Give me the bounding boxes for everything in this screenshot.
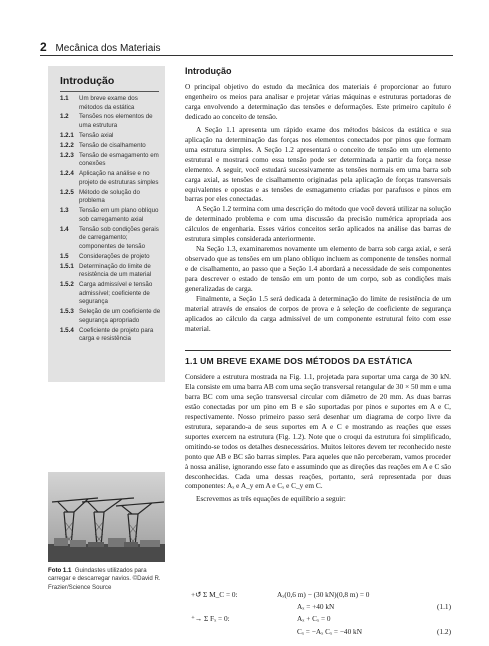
toc-item-number: 1.2.2 (60, 141, 74, 149)
toc-item (60, 113, 161, 130)
header-rule (40, 55, 453, 56)
toc-item-title: Tensão de cisalhamento (79, 141, 146, 149)
toc-item-title: Considerações de projeto (79, 252, 150, 260)
intro-heading: Introdução (185, 66, 232, 76)
page-number: 2 (40, 40, 47, 54)
table-of-contents (48, 95, 165, 344)
toc-item-number: 1.2.4 (60, 170, 74, 178)
toc-item (60, 189, 161, 206)
section-1-1-paragraph-1: Considere a estrutura mostrada na Fig. 1.1, projetada para suportar uma carga de 30 kN. Ela consiste em uma barra AB com uma seção transversal retangular de 30 × 50 mm e uma barra BC com uma seção transversal circular com diâmetro de 20 mm. As duas barras estão conectadas por um pino em B e são suportadas por pinos e suportes em A e C, respectivamente. Nosso primeiro passo será desenhar um diagrama de corpo livre da estrutura, separando-a de seus suportes em A e C e mostrando as reações que esses suportes exercem na estrutura (Fig. 1.2). Note que o croqui da estrutura foi simplificado, omitindo-se todos os detalhes desnecessários. Muitos leitores devem ter reconhecido neste ponto que AB e BC são barras simples. Para aqueles que não perceberam, vamos proceder à nossa análise, ignorando esse fato e assumindo que as direções das reações em A e C são desconhecidas. Cada uma dessas reações, portanto, será representada por duas componentes: Aₓ e A_y em A e Cₓ e C_y em C. (185, 372, 451, 491)
toc-item (60, 226, 161, 252)
toc-item-title: Tensões nos elementos de uma estrutura (79, 113, 153, 130)
toc-item-number: 1.1 (60, 95, 69, 102)
toc-item (60, 142, 161, 151)
toc-item-number: 1.2.5 (60, 188, 74, 196)
page-header (40, 40, 453, 56)
section-1-1-heading: 1.1 UM BREVE EXAME DOS MÉTODOS DA ESTÁTICA (185, 350, 451, 366)
toc-item-number: 1.5.3 (60, 308, 74, 316)
toc-item (60, 253, 161, 262)
toc-item (60, 95, 161, 112)
toc-item (60, 327, 161, 344)
sidebar-divider (60, 91, 159, 92)
running-title: Mecânica dos Materiais (55, 43, 161, 54)
toc-item-title: Aplicação na análise e no projeto de estruturas simples (79, 170, 159, 186)
equation-row (185, 614, 451, 625)
equation-tag: (1.2) (437, 627, 451, 636)
equation-row (185, 627, 451, 638)
toc-item-title: Determinação do limite de resistência de um material (79, 262, 152, 279)
toc-item-number: 1.2 (60, 113, 69, 121)
toc-item-number: 1.5.1 (60, 262, 74, 270)
toc-item-title: Carga admissível e tensão admissível; coeficiente de segurança (79, 281, 153, 306)
toc-item-number: 1.3 (60, 207, 69, 215)
equation-right: Aₓ = +40 kN (297, 602, 335, 611)
toc-item (60, 170, 161, 187)
toc-item-title: Coeficiente de projeto para carga e resistência (79, 326, 154, 343)
toc-item-title: Tensão axial (79, 131, 114, 139)
toc-item-title: Tensão em um plano oblíquo sob carregamento axial (79, 207, 159, 223)
chapter-contents-sidebar (48, 66, 165, 382)
intro-paragraph-1: O principal objetivo do estudo da mecânica dos materiais é proporcionar ao futuro engenheiro os meios para analisar e projetar várias máquinas e estruturas portadoras de carga envolvendo a determinação das tensões e deformações. Este primeiro capítulo é dedicado ao conceito de tensão. (185, 82, 451, 121)
toc-item-title: Seleção de um coeficiente de segurança apropriado (79, 308, 161, 324)
toc-item-number: 1.5 (60, 252, 69, 260)
toc-item-number: 1.5.2 (60, 281, 74, 289)
caption-text: Guindastes utilizados para carregar e descarregar navios. ©David R. Frazier/Science Source (48, 567, 161, 591)
equation-tag: (1.1) (437, 602, 451, 611)
toc-item-number: 1.5.4 (60, 326, 74, 334)
toc-item-title: Tensão sob condições gerais de carregamento; componentes de tensão (79, 225, 159, 250)
caption-label: Foto 1.1 (48, 567, 72, 574)
intro-paragraph-5: Finalmente, a Seção 1.5 será dedicada à determinação do limite de resistência de um material através de ensaios de corpos de prova e à seleção de coeficiente de segurança aplicados ao cálculo da carga admissível de um componente estrutural feito com esse material. (185, 294, 451, 333)
equation-row (185, 602, 451, 613)
equation-right: Cₓ = −Aₓ Cₓ = −40 kN (297, 627, 362, 636)
toc-item-number: 1.4 (60, 225, 69, 233)
equation-left: ⁺→ Σ Fₓ = 0: (191, 614, 230, 623)
crane-photo (48, 472, 165, 562)
equation-right: Aₓ + Cₓ = 0 (297, 614, 331, 623)
toc-item-number: 1.2.3 (60, 151, 74, 159)
section-1-1-paragraph-2: Escrevemos as três equações de equilíbrio a seguir: (196, 494, 346, 504)
photo-caption (48, 567, 165, 592)
toc-item-title: Tensão de esmagamento em conexões (79, 151, 159, 168)
toc-item (60, 152, 161, 169)
equation-row (185, 590, 451, 601)
toc-item (60, 281, 161, 307)
equation-left: +↺ Σ M_C = 0: (191, 590, 238, 599)
toc-item (60, 308, 161, 325)
toc-item-title: Método de solução do problema (79, 188, 140, 205)
section-1-1 (185, 350, 451, 504)
toc-item-title: Um breve exame dos métodos da estática (79, 95, 138, 111)
toc-item (60, 263, 161, 280)
intro-section (185, 66, 451, 334)
intro-paragraph-2: A Seção 1.1 apresenta um rápido exame dos métodos básicos da estática e sua aplicação na determinação das forças nos elementos conectados por pinos que formam uma estrutura simples. A Seção 1.2 apresentará o conceito de tensão em um elemento estrutural e mostrará como essa tensão pode ser determinada a partir da força nesse elemento. A seguir, você estudará sucessivamente as tensões normais em uma barra sob carga axial, as tensões de cisalhamento originadas pela aplicação de forças transversais equivalentes e opostas e as tensões de esmagamento criadas por parafusos e pinos em barras por eles conectadas. (185, 124, 451, 204)
intro-paragraph-3: A Seção 1.2 termina com uma descrição do método que você deverá utilizar na solução de determinado problema e com uma discussão da precisão numérica apropriada aos cálculos de engenharia. Esses vários conceitos serão aplicados na análise das barras de estrutura simples considerada anteriormente. (185, 204, 451, 244)
toc-item (60, 132, 161, 141)
toc-item-number: 1.2.1 (60, 131, 74, 139)
sidebar-title: Introdução (60, 75, 115, 87)
intro-paragraph-4: Na Seção 1.3, examinaremos novamente um elemento de barra sob carga axial, e será observado que as tensões em um plano oblíquo incluem as componente de tensões normal e de cisalhamento, ao passo que a Seção 1.4 abordará a necessidade de seis componentes para descrever o estado de tensão em um ponto de um corpo, sob as condições mais generalizadas de carga. (185, 244, 451, 294)
equation-right: Aₓ(0,6 m) − (30 kN)(0,8 m) = 0 (277, 590, 370, 599)
toc-item (60, 207, 161, 224)
